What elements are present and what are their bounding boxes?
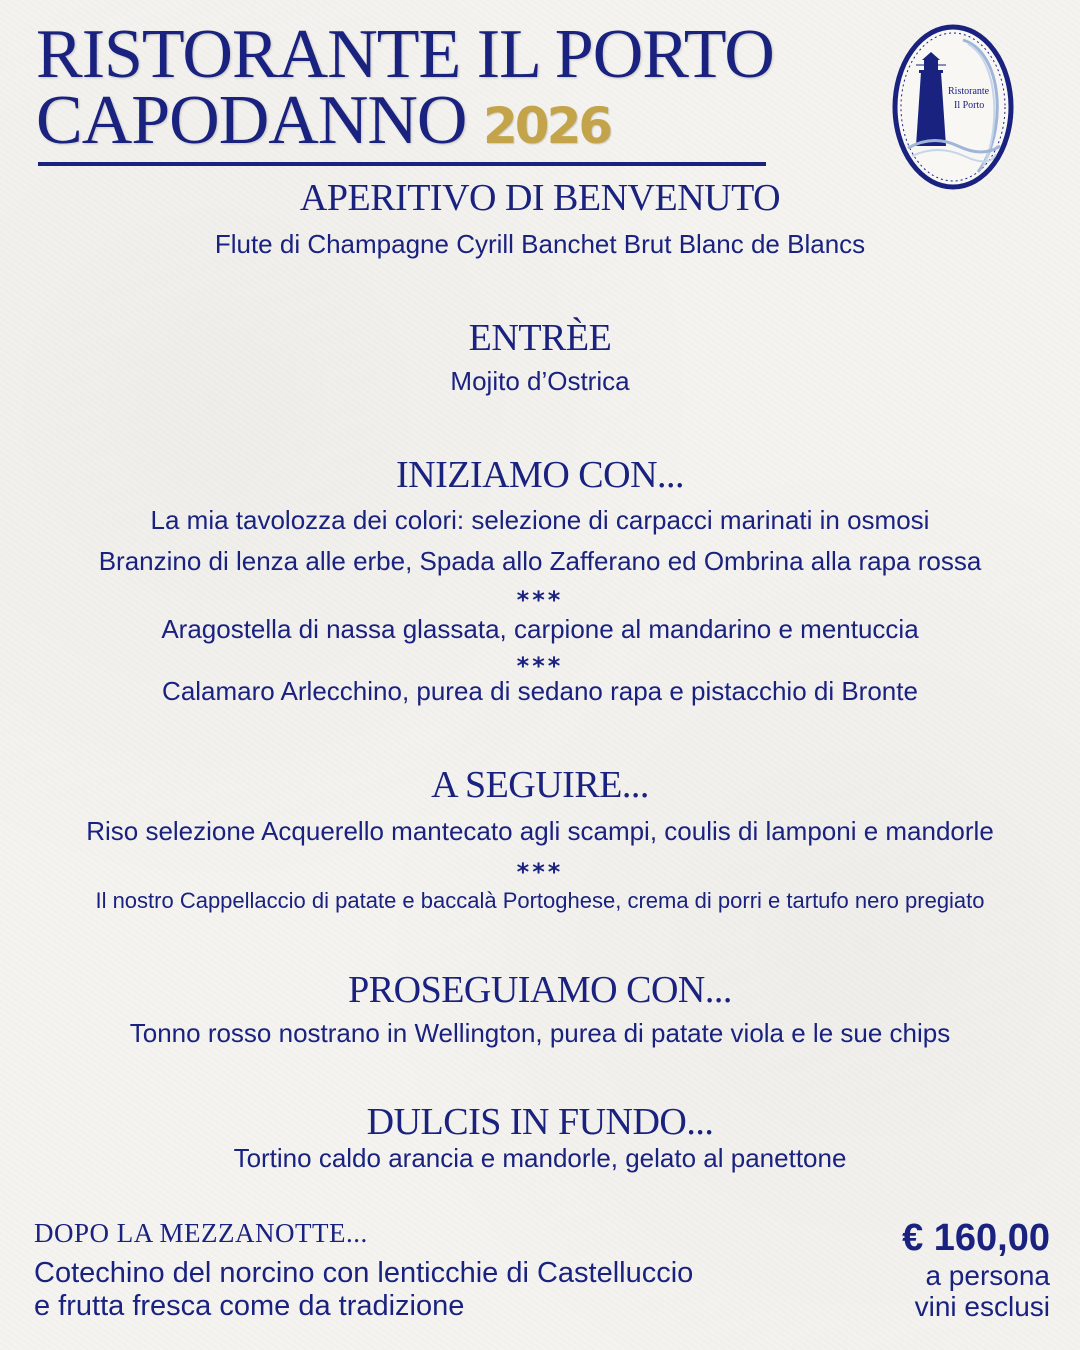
logo-emblem xyxy=(888,22,1018,192)
dish-seguire-1: Riso selezione Acquerello mantecato agli scampi, coulis di lamponi e mandorle xyxy=(86,816,994,846)
dish-dulcis: Tortino caldo arancia e mandorle, gelato al panettone xyxy=(233,1143,847,1173)
dish-iniziamo-2: Branzino di lenza alle erbe, Spada allo Zafferano ed Ombrina alla rapa rossa xyxy=(98,546,982,576)
dish-iniziamo-3: Aragostella di nassa glassata, carpione al mandarino e mentuccia xyxy=(161,614,919,644)
separator-stars: *** xyxy=(516,586,564,614)
event-title-line xyxy=(36,82,776,159)
dish-iniziamo-4: Calamaro Arlecchino, purea di sedano rapa e pistacchio di Bronte xyxy=(162,676,918,706)
dish-seguire-2: Il nostro Cappellaccio di patate e baccalà Portoghese, crema di porri e tartufo nero pregiato xyxy=(95,888,985,913)
dish-iniziamo-1: La mia tavolozza dei colori: selezione di carpacci marinati in osmosi xyxy=(150,505,930,535)
after-midnight-line1: Cotechino del norcino con lenticchie di Castelluccio xyxy=(34,1257,694,1289)
after-midnight-block xyxy=(34,1218,693,1323)
header-divider xyxy=(38,162,766,166)
price-value: € 160,00 xyxy=(902,1217,1050,1259)
dish-proseguiamo: Tonno rosso nostrano in Wellington, purea di patate viola e le sue chips xyxy=(129,1018,951,1048)
price-block xyxy=(902,1216,1050,1322)
section-title-dulcis: DULCIS IN FUNDO... xyxy=(366,1101,714,1143)
section-title-seguire: A SEGUIRE... xyxy=(431,764,649,806)
event-title: CAPODANNO xyxy=(36,82,467,159)
price-note-wine: vini esclusi xyxy=(914,1291,1050,1322)
price-note-person: a persona xyxy=(925,1260,1050,1291)
after-midnight-title: DOPO LA MEZZANOTTE... xyxy=(34,1218,368,1248)
dish-aperitivo: Flute di Champagne Cyrill Banchet Brut Blanc de Blancs xyxy=(214,229,866,259)
section-title-entree: ENTRÈE xyxy=(468,317,612,359)
menu-header xyxy=(36,16,776,159)
section-title-iniziamo: INIZIAMO CON... xyxy=(395,454,685,496)
separator-stars: *** xyxy=(516,858,564,886)
after-midnight-line2: e frutta fresca come da tradizione xyxy=(34,1290,465,1322)
section-title-aperitivo: APERITIVO DI BENVENUTO xyxy=(299,177,781,219)
separator-stars: *** xyxy=(516,652,564,680)
logo-text-line1: Ristorante xyxy=(948,86,990,97)
event-year: 2026 xyxy=(482,97,611,155)
restaurant-title: RISTORANTE IL PORTO xyxy=(36,16,774,93)
dish-entree: Mojito d’Ostrica xyxy=(450,366,630,396)
restaurant-logo xyxy=(888,22,1018,192)
logo-text-line2: Il Porto xyxy=(954,100,985,111)
section-title-proseguiamo: PROSEGUIAMO CON... xyxy=(348,969,732,1011)
